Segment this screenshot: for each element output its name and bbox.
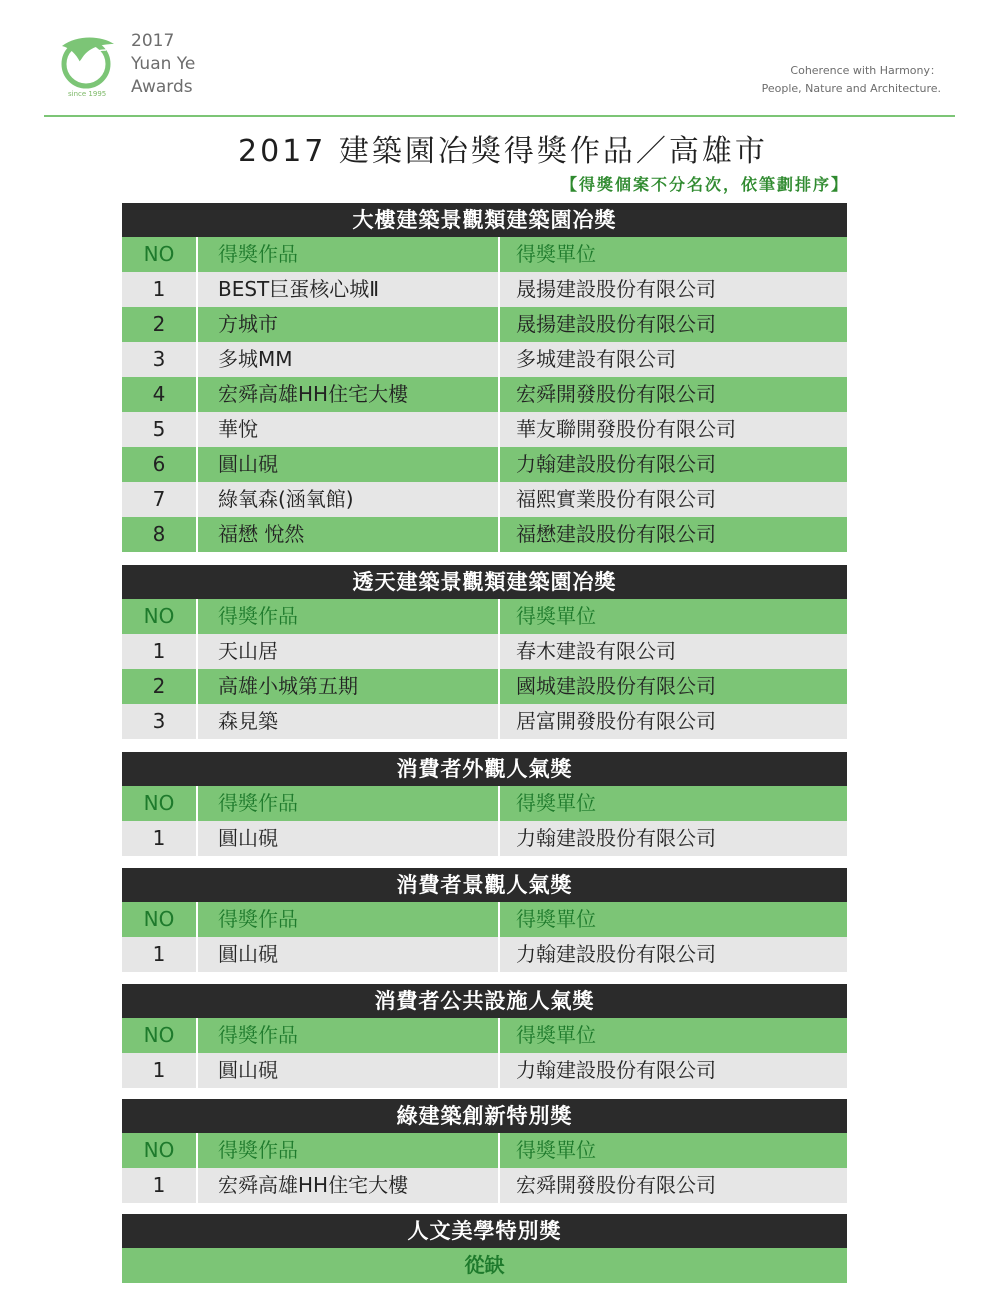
column-header-work: 得獎作品 bbox=[198, 786, 500, 821]
row-work: 福懋 悅然 bbox=[198, 517, 500, 552]
table-row bbox=[122, 272, 847, 307]
column-header-unit: 得獎單位 bbox=[516, 791, 596, 815]
row-no: 1 bbox=[122, 1053, 198, 1088]
row-no: 2 bbox=[122, 669, 198, 704]
column-header-unit: 得獎單位 bbox=[516, 1138, 596, 1162]
table-row bbox=[122, 482, 847, 517]
row-no: 6 bbox=[122, 447, 198, 482]
award-section-humanities bbox=[122, 1214, 847, 1283]
row-unit: 福懋建設股份有限公司 bbox=[516, 522, 716, 546]
row-no: 3 bbox=[122, 704, 198, 739]
column-header-work: 得獎作品 bbox=[198, 599, 500, 634]
table-row bbox=[122, 517, 847, 552]
table-row bbox=[122, 342, 847, 377]
table-row bbox=[122, 447, 847, 482]
row-no: 4 bbox=[122, 377, 198, 412]
row-work: BEST巨蛋核心城Ⅱ bbox=[198, 272, 500, 307]
row-work: 華悅 bbox=[198, 412, 500, 447]
row-unit: 宏舜開發股份有限公司 bbox=[516, 1173, 716, 1197]
tagline-line-2: People, Nature and Architecture. bbox=[761, 82, 941, 95]
page-header bbox=[0, 0, 999, 116]
leaf-logo-icon bbox=[56, 32, 118, 92]
column-header-unit: 得獎單位 bbox=[516, 1023, 596, 1047]
table-header-row bbox=[122, 902, 847, 937]
row-unit: 力翰建設股份有限公司 bbox=[516, 1058, 716, 1082]
row-work: 圓山硯 bbox=[198, 1053, 500, 1088]
column-header-no: NO bbox=[122, 599, 198, 634]
section-title: 消費者外觀人氣獎 bbox=[122, 752, 847, 786]
column-header-no: NO bbox=[122, 1133, 198, 1168]
section-title: 綠建築創新特別獎 bbox=[122, 1099, 847, 1133]
table-row bbox=[122, 704, 847, 739]
table-row bbox=[122, 937, 847, 972]
row-no: 1 bbox=[122, 1168, 198, 1203]
column-header-work: 得獎作品 bbox=[198, 1133, 500, 1168]
column-header-no: NO bbox=[122, 902, 198, 937]
table-header-row bbox=[122, 786, 847, 821]
row-unit: 宏舜開發股份有限公司 bbox=[516, 382, 716, 406]
award-section-facility-popularity bbox=[122, 984, 847, 1088]
row-unit: 晟揚建設股份有限公司 bbox=[516, 312, 716, 336]
column-header-work: 得獎作品 bbox=[198, 1018, 500, 1053]
row-unit: 力翰建設股份有限公司 bbox=[516, 452, 716, 476]
table-header-row bbox=[122, 237, 847, 272]
table-row bbox=[122, 1053, 847, 1088]
brand-wordmark bbox=[131, 30, 195, 99]
row-work: 圓山硯 bbox=[198, 447, 500, 482]
brand-awards: Awards bbox=[131, 77, 193, 97]
section-title: 消費者景觀人氣獎 bbox=[122, 868, 847, 902]
row-unit: 華友聯開發股份有限公司 bbox=[516, 417, 736, 441]
table-row bbox=[122, 1168, 847, 1203]
row-unit: 力翰建設股份有限公司 bbox=[516, 826, 716, 850]
column-header-no: NO bbox=[122, 1018, 198, 1053]
row-unit: 居富開發股份有限公司 bbox=[516, 709, 716, 733]
row-work: 圓山硯 bbox=[198, 937, 500, 972]
brand-name: Yuan Ye bbox=[131, 54, 196, 74]
row-unit: 春木建設有限公司 bbox=[516, 639, 676, 663]
section-title: 人文美學特別獎 bbox=[122, 1214, 847, 1248]
row-work: 宏舜高雄HH住宅大樓 bbox=[198, 377, 500, 412]
section-title: 大樓建築景觀類建築園冶獎 bbox=[122, 203, 847, 237]
table-header-row bbox=[122, 1018, 847, 1053]
row-no: 8 bbox=[122, 517, 198, 552]
row-work: 方城市 bbox=[198, 307, 500, 342]
section-title: 透天建築景觀類建築園冶獎 bbox=[122, 565, 847, 599]
row-no: 1 bbox=[122, 937, 198, 972]
row-no: 1 bbox=[122, 272, 198, 307]
row-work: 宏舜高雄HH住宅大樓 bbox=[198, 1168, 500, 1203]
row-no: 2 bbox=[122, 307, 198, 342]
column-header-unit: 得獎單位 bbox=[516, 242, 596, 266]
since-label: since 1995 bbox=[68, 90, 107, 98]
row-work: 多城MM bbox=[198, 342, 500, 377]
row-no: 1 bbox=[122, 634, 198, 669]
column-header-work: 得獎作品 bbox=[198, 237, 500, 272]
row-unit: 國城建設股份有限公司 bbox=[516, 674, 716, 698]
row-unit: 晟揚建設股份有限公司 bbox=[516, 277, 716, 301]
page-subtitle: 【得獎個案不分名次，依筆劃排序】 bbox=[560, 175, 849, 194]
column-header-work: 得獎作品 bbox=[198, 902, 500, 937]
row-unit: 多城建設有限公司 bbox=[516, 347, 676, 371]
row-work: 高雄小城第五期 bbox=[198, 669, 500, 704]
row-no: 3 bbox=[122, 342, 198, 377]
table-row bbox=[122, 377, 847, 412]
tagline bbox=[762, 62, 941, 98]
column-header-no: NO bbox=[122, 786, 198, 821]
section-title: 消費者公共設施人氣獎 bbox=[122, 984, 847, 1018]
award-section-exterior-popularity bbox=[122, 752, 847, 856]
column-header-unit: 得獎單位 bbox=[516, 907, 596, 931]
row-unit: 福熙實業股份有限公司 bbox=[516, 487, 716, 511]
table-header-row bbox=[122, 599, 847, 634]
row-no: 1 bbox=[122, 821, 198, 856]
column-header-no: NO bbox=[122, 237, 198, 272]
row-work: 森見築 bbox=[198, 704, 500, 739]
table-row bbox=[122, 821, 847, 856]
header-divider bbox=[44, 115, 955, 117]
row-unit: 力翰建設股份有限公司 bbox=[516, 942, 716, 966]
award-section-green-innovation bbox=[122, 1099, 847, 1203]
table-row bbox=[122, 412, 847, 447]
tagline-line-1: Coherence with Harmony： bbox=[790, 64, 941, 77]
award-section-high-rise bbox=[122, 203, 847, 552]
row-no: 5 bbox=[122, 412, 198, 447]
award-section-townhouse bbox=[122, 565, 847, 739]
table-header-row bbox=[122, 1133, 847, 1168]
column-header-unit: 得獎單位 bbox=[516, 604, 596, 628]
brand-year: 2017 bbox=[131, 31, 175, 51]
row-work: 綠氧森(涵氧館) bbox=[198, 482, 500, 517]
table-row bbox=[122, 307, 847, 342]
row-work: 圓山硯 bbox=[198, 821, 500, 856]
table-row bbox=[122, 634, 847, 669]
row-no: 7 bbox=[122, 482, 198, 517]
page-title: 2017 建築園冶獎得獎作品／高雄市 bbox=[238, 134, 768, 169]
award-section-landscape-popularity bbox=[122, 868, 847, 972]
vacancy-status: 從缺 bbox=[122, 1248, 847, 1283]
table-row bbox=[122, 669, 847, 704]
row-work: 天山居 bbox=[198, 634, 500, 669]
